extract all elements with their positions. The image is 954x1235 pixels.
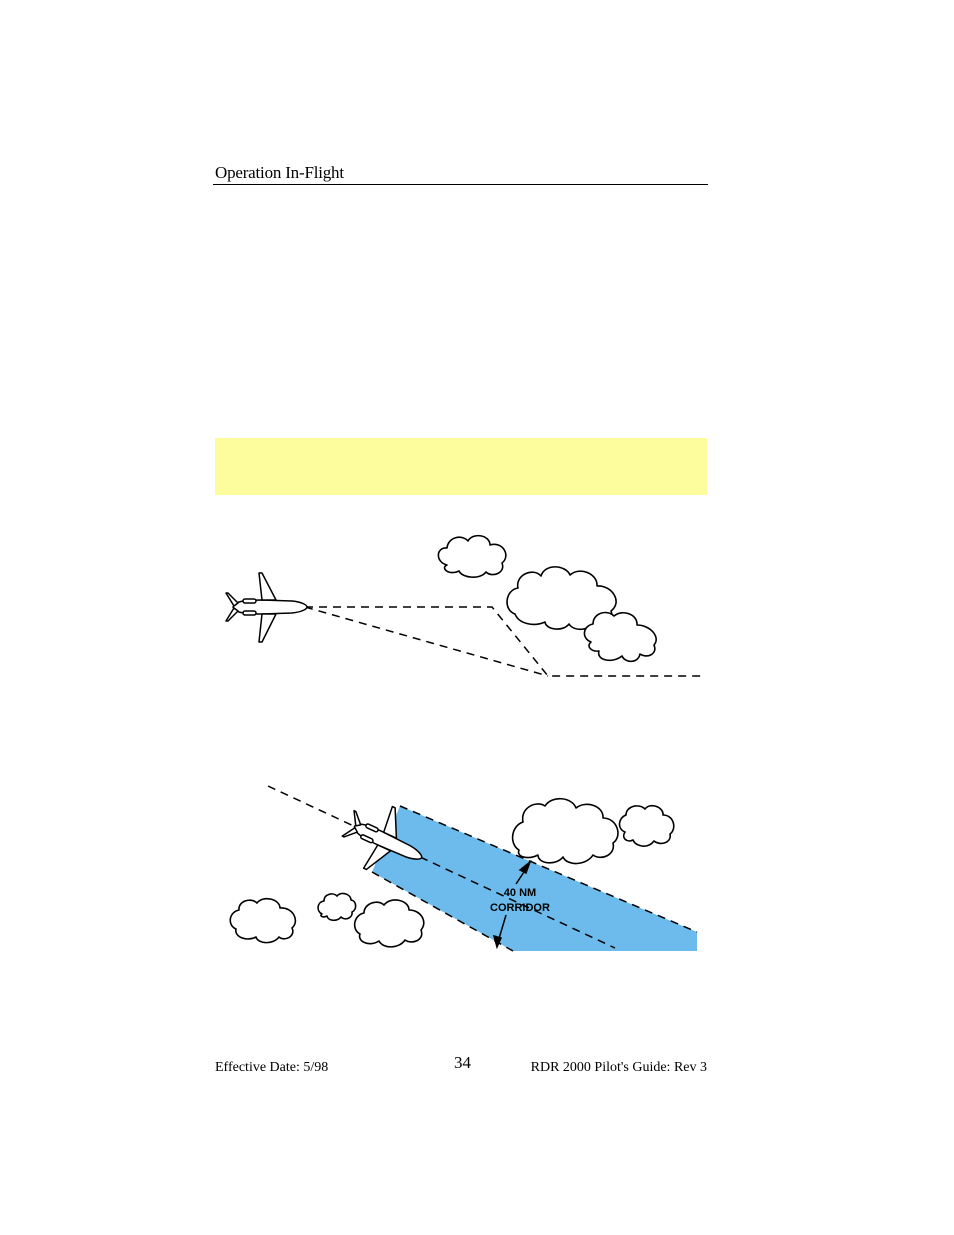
footer-page-number: 34 xyxy=(454,1053,471,1072)
cloud-icon xyxy=(619,806,673,847)
footer-guide-title: RDR 2000 Pilot's Guide: Rev 3 xyxy=(530,1060,707,1075)
corridor-label-word: CORRIDOR xyxy=(490,902,550,914)
corridor-label-distance: 40 NM xyxy=(503,887,537,899)
page-header-title: Operation In-Flight xyxy=(215,163,344,182)
footer-effective-date: Effective Date: 5/98 xyxy=(215,1060,329,1075)
cloud-icon xyxy=(355,900,424,947)
cloud-icon xyxy=(513,799,618,864)
cloud-icon xyxy=(230,899,295,943)
cloud-icon xyxy=(318,893,356,920)
